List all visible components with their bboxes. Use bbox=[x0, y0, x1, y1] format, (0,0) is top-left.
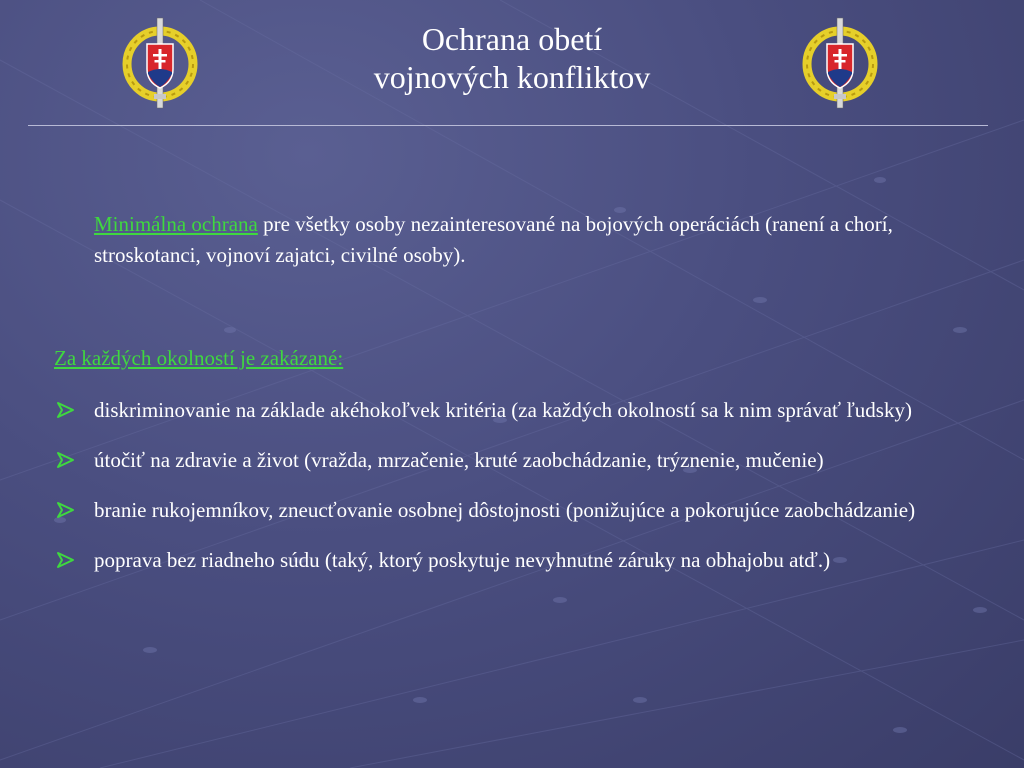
list-item bbox=[54, 445, 984, 476]
list-item-text: útočiť na zdravie a život (vražda, mrzačenie, kruté zaobchádzanie, trýznenie, mučenie) bbox=[94, 448, 824, 472]
list-item bbox=[54, 395, 984, 426]
list-item bbox=[54, 545, 984, 576]
military-coat-of-arms-icon bbox=[120, 14, 200, 114]
arrow-bullet-icon bbox=[56, 501, 76, 519]
title-divider bbox=[28, 125, 988, 126]
intro-highlight: Minimálna ochrana bbox=[94, 212, 258, 236]
list-item-text: diskriminovanie na základe akéhokoľvek kritéria (za každých okolností sa k nim správať ľudsky) bbox=[94, 398, 912, 422]
arrow-bullet-icon bbox=[56, 451, 76, 469]
military-coat-of-arms-icon bbox=[800, 14, 880, 114]
slide-title-line2: vojnových konfliktov bbox=[373, 59, 651, 95]
arrow-bullet-icon bbox=[56, 551, 76, 569]
list-item-text: poprava bez riadneho súdu (taký, ktorý poskytuje nevyhnutné záruky na obhajobu atď.) bbox=[94, 548, 831, 572]
slide-title-line1: Ochrana obetí bbox=[421, 21, 603, 57]
prohibited-heading: Za každých okolností je zakázané: bbox=[54, 346, 344, 370]
arrow-bullet-icon bbox=[56, 401, 76, 419]
list-item-text: branie rukojemníkov, zneucťovanie osobnej dôstojnosti (ponižujúce a pokorujúce zaobchádzanie) bbox=[94, 498, 916, 522]
slide-title bbox=[250, 20, 774, 96]
list-item bbox=[54, 495, 984, 526]
prohibited-list bbox=[54, 395, 984, 595]
intro-text: pre všetky osoby nezainteresované na bojových operáciách (ranení a chorí, stroskotanci, vojnoví zajatci, civilné osoby). bbox=[94, 212, 893, 267]
intro-paragraph bbox=[94, 209, 954, 271]
